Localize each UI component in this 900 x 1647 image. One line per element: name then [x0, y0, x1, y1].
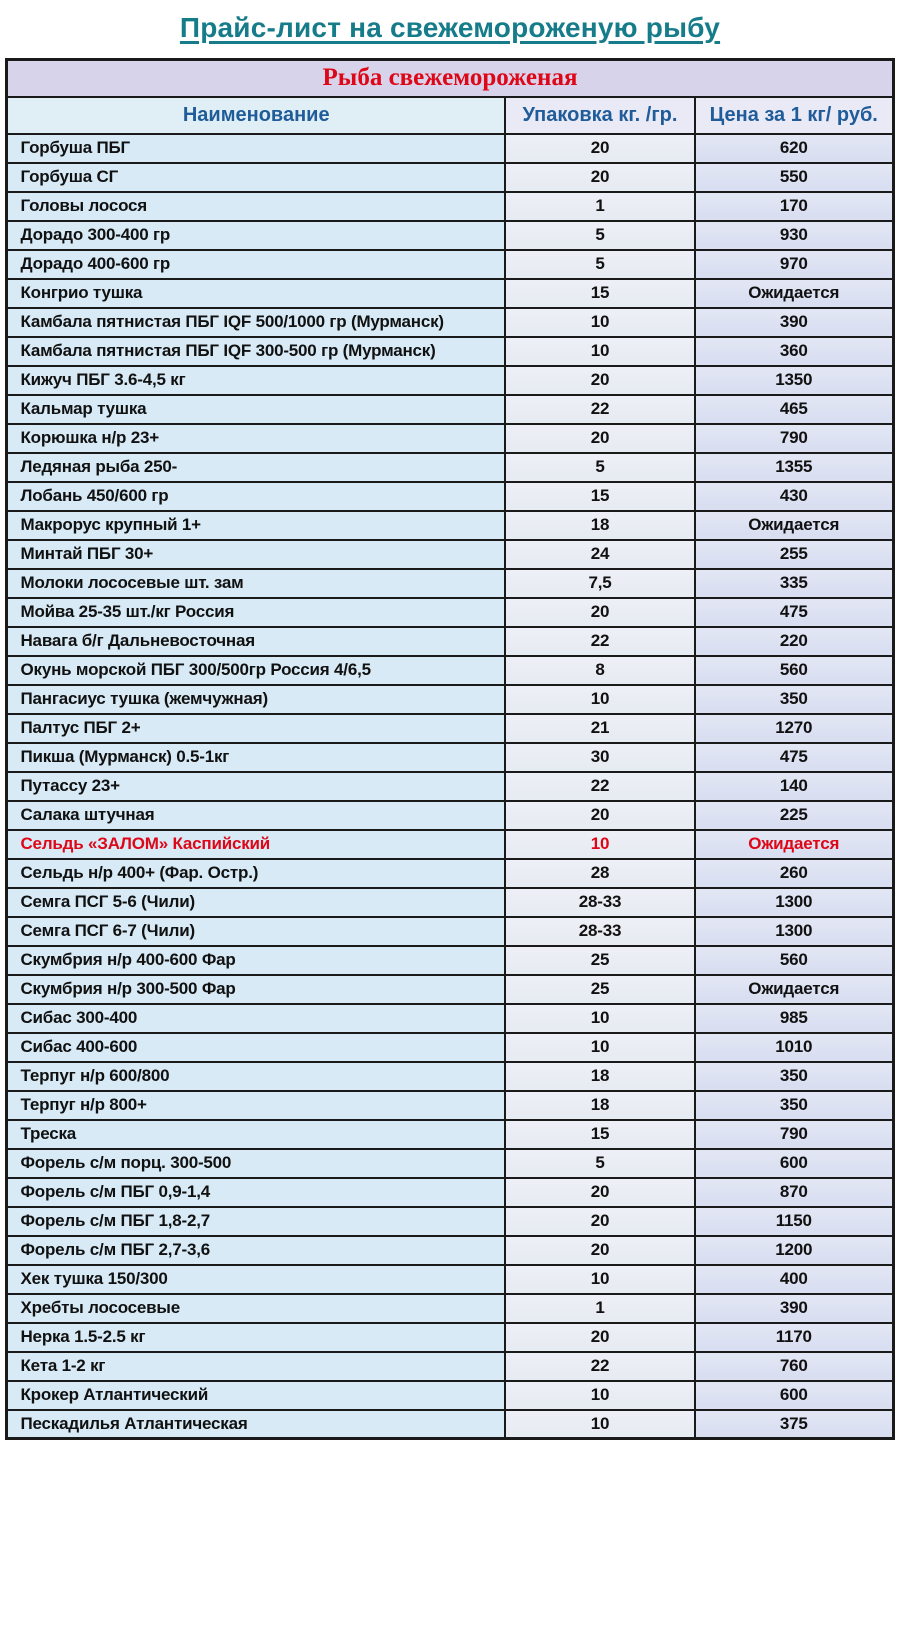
price-cell: 475 [695, 598, 893, 627]
product-name-cell: Молоки лососевые шт. зам [7, 569, 505, 598]
table-row [7, 859, 893, 888]
packaging-cell: 22 [505, 1352, 695, 1381]
packaging-cell: 10 [505, 1410, 695, 1439]
packaging-cell: 21 [505, 714, 695, 743]
table-row [7, 1381, 893, 1410]
price-cell: 600 [695, 1381, 893, 1410]
table-body [7, 134, 893, 1439]
price-cell: 550 [695, 163, 893, 192]
product-name-cell: Салака штучная [7, 801, 505, 830]
packaging-cell: 18 [505, 1091, 695, 1120]
table-row [7, 511, 893, 540]
table-section-title: Рыба свежемороженая [7, 60, 893, 97]
price-cell: 170 [695, 192, 893, 221]
price-cell: 360 [695, 337, 893, 366]
price-cell: 870 [695, 1178, 893, 1207]
product-name-cell: Путассу 23+ [7, 772, 505, 801]
price-cell: Ожидается [695, 511, 893, 540]
price-cell: 390 [695, 308, 893, 337]
packaging-cell: 10 [505, 337, 695, 366]
packaging-cell: 5 [505, 250, 695, 279]
packaging-cell: 20 [505, 1207, 695, 1236]
price-cell: 350 [695, 685, 893, 714]
product-name-cell: Макрорус крупный 1+ [7, 511, 505, 540]
packaging-cell: 20 [505, 1323, 695, 1352]
price-cell: Ожидается [695, 279, 893, 308]
packaging-cell: 18 [505, 1062, 695, 1091]
price-cell: 620 [695, 134, 893, 163]
table-row [7, 192, 893, 221]
table-row [7, 772, 893, 801]
table-row [7, 888, 893, 917]
table-row [7, 1004, 893, 1033]
table-row [7, 308, 893, 337]
packaging-cell: 20 [505, 1236, 695, 1265]
packaging-cell: 15 [505, 482, 695, 511]
price-cell: 1010 [695, 1033, 893, 1062]
packaging-cell: 20 [505, 366, 695, 395]
table-row [7, 975, 893, 1004]
packaging-cell: 15 [505, 1120, 695, 1149]
packaging-cell: 28-33 [505, 917, 695, 946]
price-cell: 350 [695, 1091, 893, 1120]
packaging-cell: 1 [505, 192, 695, 221]
packaging-cell: 8 [505, 656, 695, 685]
price-cell: 225 [695, 801, 893, 830]
packaging-cell: 10 [505, 1033, 695, 1062]
column-header-packaging: Упаковка кг. /гр. [505, 97, 695, 134]
packaging-cell: 22 [505, 395, 695, 424]
table-row [7, 598, 893, 627]
table-row [7, 482, 893, 511]
table-row [7, 1091, 893, 1120]
product-name-cell: Горбуша ПБГ [7, 134, 505, 163]
table-row [7, 830, 893, 859]
product-name-cell: Сибас 400-600 [7, 1033, 505, 1062]
packaging-cell: 5 [505, 453, 695, 482]
packaging-cell: 25 [505, 946, 695, 975]
product-name-cell: Лобань 450/600 гр [7, 482, 505, 511]
product-name-cell: Пангасиус тушка (жемчужная) [7, 685, 505, 714]
packaging-cell: 25 [505, 975, 695, 1004]
product-name-cell: Семга ПСГ 6-7 (Чили) [7, 917, 505, 946]
price-cell: 985 [695, 1004, 893, 1033]
table-row [7, 1265, 893, 1294]
product-name-cell: Минтай ПБГ 30+ [7, 540, 505, 569]
packaging-cell: 5 [505, 1149, 695, 1178]
product-name-cell: Кета 1-2 кг [7, 1352, 505, 1381]
price-table [5, 58, 894, 1440]
product-name-cell: Окунь морской ПБГ 300/500гр Россия 4/6,5 [7, 656, 505, 685]
table-row [7, 1120, 893, 1149]
product-name-cell: Ледяная рыба 250- [7, 453, 505, 482]
product-name-cell: Конгрио тушка [7, 279, 505, 308]
product-name-cell: Сельдь н/р 400+ (Фар. Остр.) [7, 859, 505, 888]
price-cell: 260 [695, 859, 893, 888]
price-cell: 1200 [695, 1236, 893, 1265]
table-row [7, 1033, 893, 1062]
table-row [7, 656, 893, 685]
table-row [7, 395, 893, 424]
price-cell: 430 [695, 482, 893, 511]
price-cell: 1350 [695, 366, 893, 395]
table-row [7, 453, 893, 482]
packaging-cell: 30 [505, 743, 695, 772]
packaging-cell: 10 [505, 830, 695, 859]
table-row [7, 1236, 893, 1265]
packaging-cell: 7,5 [505, 569, 695, 598]
table-row [7, 424, 893, 453]
table-row [7, 569, 893, 598]
table-row [7, 337, 893, 366]
price-cell: 465 [695, 395, 893, 424]
product-name-cell: Форель с/м ПБГ 2,7-3,6 [7, 1236, 505, 1265]
product-name-cell: Сельдь «ЗАЛОМ» Каспийский [7, 830, 505, 859]
packaging-cell: 20 [505, 801, 695, 830]
packaging-cell: 10 [505, 1004, 695, 1033]
product-name-cell: Скумбрия н/р 400-600 Фар [7, 946, 505, 975]
packaging-cell: 22 [505, 772, 695, 801]
price-cell: 1300 [695, 888, 893, 917]
product-name-cell: Мойва 25-35 шт./кг Россия [7, 598, 505, 627]
packaging-cell: 28-33 [505, 888, 695, 917]
price-cell: 790 [695, 1120, 893, 1149]
price-cell: 1355 [695, 453, 893, 482]
price-cell: 475 [695, 743, 893, 772]
price-cell: Ожидается [695, 975, 893, 1004]
product-name-cell: Сибас 300-400 [7, 1004, 505, 1033]
product-name-cell: Форель с/м порц. 300-500 [7, 1149, 505, 1178]
table-row [7, 743, 893, 772]
product-name-cell: Кижуч ПБГ 3.6-4,5 кг [7, 366, 505, 395]
price-cell: 350 [695, 1062, 893, 1091]
product-name-cell: Семга ПСГ 5-6 (Чили) [7, 888, 505, 917]
product-name-cell: Терпуг н/р 800+ [7, 1091, 505, 1120]
product-name-cell: Терпуг н/р 600/800 [7, 1062, 505, 1091]
table-row [7, 1149, 893, 1178]
product-name-cell: Дорадо 300-400 гр [7, 221, 505, 250]
packaging-cell: 20 [505, 163, 695, 192]
packaging-cell: 10 [505, 308, 695, 337]
price-cell: 970 [695, 250, 893, 279]
product-name-cell: Дорадо 400-600 гр [7, 250, 505, 279]
column-header-name: Наименование [7, 97, 505, 134]
product-name-cell: Нерка 1.5-2.5 кг [7, 1323, 505, 1352]
price-cell: Ожидается [695, 830, 893, 859]
price-cell: 1170 [695, 1323, 893, 1352]
packaging-cell: 10 [505, 685, 695, 714]
packaging-cell: 1 [505, 1294, 695, 1323]
price-cell: 600 [695, 1149, 893, 1178]
price-cell: 930 [695, 221, 893, 250]
price-cell: 1300 [695, 917, 893, 946]
table-row [7, 685, 893, 714]
table-row [7, 250, 893, 279]
product-name-cell: Форель с/м ПБГ 0,9-1,4 [7, 1178, 505, 1207]
packaging-cell: 28 [505, 859, 695, 888]
table-row [7, 540, 893, 569]
price-cell: 335 [695, 569, 893, 598]
packaging-cell: 20 [505, 598, 695, 627]
product-name-cell: Хек тушка 150/300 [7, 1265, 505, 1294]
table-row [7, 801, 893, 830]
packaging-cell: 15 [505, 279, 695, 308]
table-row [7, 221, 893, 250]
table-row [7, 1323, 893, 1352]
table-row [7, 1410, 893, 1439]
packaging-cell: 5 [505, 221, 695, 250]
table-row [7, 714, 893, 743]
price-cell: 760 [695, 1352, 893, 1381]
page-title: Прайс-лист на свежемороженую рыбу [179, 12, 721, 43]
packaging-cell: 10 [505, 1381, 695, 1410]
column-header-price: Цена за 1 кг/ руб. [695, 97, 893, 134]
product-name-cell: Пескадилья Атлантическая [7, 1410, 505, 1439]
price-cell: 560 [695, 946, 893, 975]
table-row [7, 1294, 893, 1323]
product-name-cell: Навага б/г Дальневосточная [7, 627, 505, 656]
price-cell: 140 [695, 772, 893, 801]
product-name-cell: Треска [7, 1120, 505, 1149]
table-row [7, 134, 893, 163]
price-cell: 220 [695, 627, 893, 656]
table-row [7, 1207, 893, 1236]
price-cell: 390 [695, 1294, 893, 1323]
table-row [7, 917, 893, 946]
price-cell: 560 [695, 656, 893, 685]
packaging-cell: 10 [505, 1265, 695, 1294]
packaging-cell: 20 [505, 1178, 695, 1207]
price-cell: 375 [695, 1410, 893, 1439]
price-cell: 790 [695, 424, 893, 453]
packaging-cell: 22 [505, 627, 695, 656]
packaging-cell: 20 [505, 134, 695, 163]
packaging-cell: 18 [505, 511, 695, 540]
product-name-cell: Камбала пятнистая ПБГ IQF 500/1000 гр (Мурманск) [7, 308, 505, 337]
product-name-cell: Кальмар тушка [7, 395, 505, 424]
table-row [7, 1062, 893, 1091]
table-row [7, 946, 893, 975]
table-row [7, 366, 893, 395]
section-title-row [7, 60, 893, 97]
table-row [7, 1352, 893, 1381]
product-name-cell: Корюшка н/р 23+ [7, 424, 505, 453]
product-name-cell: Хребты лососевые [7, 1294, 505, 1323]
product-name-cell: Головы лосося [7, 192, 505, 221]
price-cell: 400 [695, 1265, 893, 1294]
product-name-cell: Камбала пятнистая ПБГ IQF 300-500 гр (Мурманск) [7, 337, 505, 366]
table-row [7, 1178, 893, 1207]
table-row [7, 627, 893, 656]
product-name-cell: Форель с/м ПБГ 1,8-2,7 [7, 1207, 505, 1236]
product-name-cell: Палтус ПБГ 2+ [7, 714, 505, 743]
price-cell: 1150 [695, 1207, 893, 1236]
table-row [7, 163, 893, 192]
price-cell: 255 [695, 540, 893, 569]
price-cell: 1270 [695, 714, 893, 743]
column-header-row [7, 97, 893, 134]
product-name-cell: Пикша (Мурманск) 0.5-1кг [7, 743, 505, 772]
table-row [7, 279, 893, 308]
packaging-cell: 24 [505, 540, 695, 569]
product-name-cell: Скумбрия н/р 300-500 Фар [7, 975, 505, 1004]
product-name-cell: Крокер Атлантический [7, 1381, 505, 1410]
packaging-cell: 20 [505, 424, 695, 453]
product-name-cell: Горбуша СГ [7, 163, 505, 192]
